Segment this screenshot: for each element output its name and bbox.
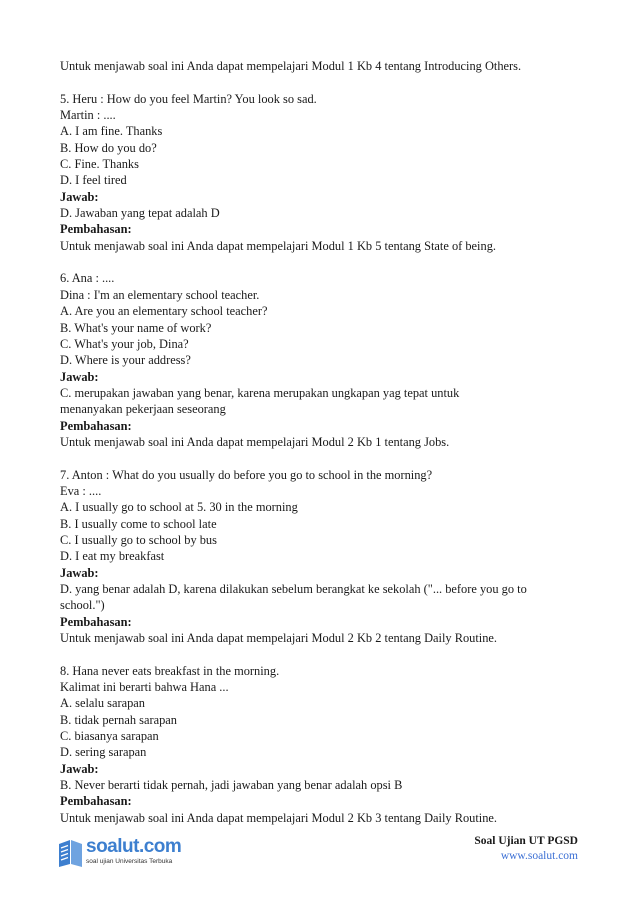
text-line: Dina : I'm an elementary school teacher. [60,287,260,302]
text-line: A. Are you an elementary school teacher? [60,304,268,319]
text-line: B. How do you do? [60,140,157,155]
text-line: D. yang benar adalah D, karena dilakukan sebelum berangkat ke sekolah ("... before you go to [60,582,527,596]
text-line: Untuk menjawab soal ini Anda dapat mempelajari Modul 2 Kb 2 tentang Daily Routine. [60,631,498,646]
text-line: C. merupakan jawaban yang benar, karena merupakan ungkapan yag tepat untuk [60,385,460,400]
soalut-logo [56,836,186,872]
text-line: B. What's your name of work? [60,320,212,335]
text-line: A. I usually go to school at 5. 30 in the morning [60,500,298,515]
text-line: D. sering sarapan [60,745,147,760]
text-line: C. Fine. Thanks [60,157,139,172]
text-line: 6. Ana : .... [60,271,115,286]
text-line: A. I am fine. Thanks [60,124,163,139]
logo-tagline: soal ujian Universitas Terbuka [86,858,173,865]
blank-line [60,74,590,90]
text-line: 5. Heru : How do you feel Martin? You look so sad. [60,91,317,106]
section-label: Jawab: [60,761,99,776]
text-line: B. Never berarti tidak pernah, jadi jawaban yang benar adalah opsi B [60,778,403,793]
text-line: school.") [60,598,105,613]
text-line: Untuk menjawab soal ini Anda dapat mempelajari Modul 1 Kb 5 tentang State of being. [60,238,496,253]
blank-line [60,646,590,662]
section-label: Pembahasan: [60,418,132,433]
blank-line [60,254,590,270]
blank-line [60,450,590,466]
section-label: Pembahasan: [60,222,132,237]
book-stack-icon [56,838,84,873]
text-line: C. What's your job, Dina? [60,336,189,351]
document-body [60,58,590,826]
section-label: Jawab: [60,565,99,580]
text-line: C. biasanya sarapan [60,729,159,744]
text-line: Untuk menjawab soal ini Anda dapat mempelajari Modul 2 Kb 3 tentang Daily Routine. [60,810,498,825]
text-line: Martin : .... [60,108,116,123]
section-label: Pembahasan: [60,614,132,629]
logo-text: soalut.com [86,836,182,857]
text-line: Kalimat ini berarti bahwa Hana ... [60,680,229,695]
text-line: A. selalu sarapan [60,696,145,711]
footer-title: Soal Ujian UT PGSD [474,835,578,847]
text-line: Untuk menjawab soal ini Anda dapat mempelajari Modul 2 Kb 1 tentang Jobs. [60,434,450,449]
text-line: C. I usually go to school by bus [60,532,217,547]
text-line: B. tidak pernah sarapan [60,712,177,727]
section-label: Jawab: [60,369,99,384]
text-line: menanyakan pekerjaan seseorang [60,402,226,417]
text-line: D. Jawaban yang tepat adalah D [60,206,220,221]
footer-credit [474,834,578,864]
text-line: Eva : .... [60,483,102,498]
text-line: D. Where is your address? [60,353,191,368]
text-line: 7. Anton : What do you usually do before you go to school in the morning? [60,467,433,482]
text-line: D. I eat my breakfast [60,549,165,564]
text-line: Untuk menjawab soal ini Anda dapat mempelajari Modul 1 Kb 4 tentang Introducing Others. [60,59,522,73]
text-line: 8. Hana never eats breakfast in the morning. [60,663,280,678]
section-label: Pembahasan: [60,794,132,809]
section-label: Jawab: [60,189,99,204]
text-line: B. I usually come to school late [60,516,217,531]
text-line: D. I feel tired [60,173,127,188]
footer-url-link[interactable]: www.soalut.com [500,850,578,862]
